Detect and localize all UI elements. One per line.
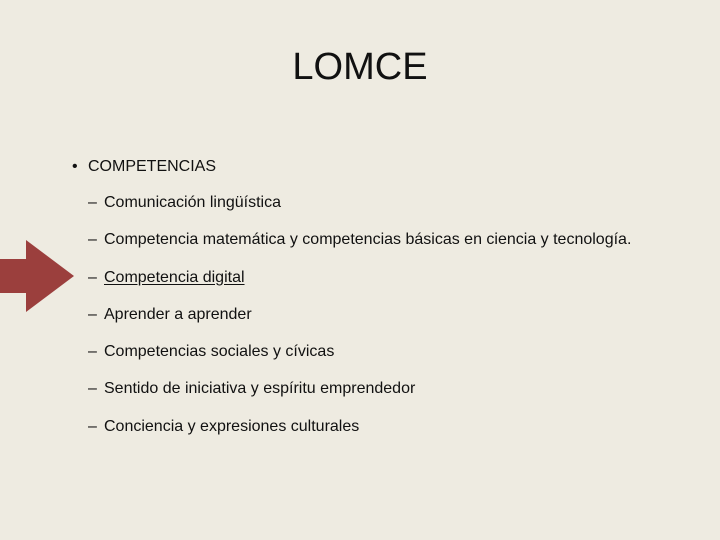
slide-title: LOMCE [292, 46, 428, 88]
list-item-text: Conciencia y expresiones culturales [104, 417, 360, 435]
list-item-text: Aprender a aprender [104, 305, 252, 323]
list-item-text: Competencias sociales y cívicas [104, 343, 335, 361]
list-item-aprender [88, 304, 631, 341]
list-item-sociales [88, 341, 631, 378]
list-item-comunicacion [88, 192, 631, 229]
bullet-dot: • [72, 158, 78, 175]
list-item-text: Comunicación lingüística [104, 194, 281, 211]
list-item-digital [88, 267, 631, 304]
list-item-iniciativa [88, 378, 631, 415]
list-item-text: Sentido de iniciativa y espíritu emprendedor [104, 380, 416, 398]
dash: – [88, 343, 97, 361]
dash: – [88, 417, 97, 435]
list-item-culturales [88, 416, 631, 453]
list-item-matematica [88, 229, 631, 266]
dash: – [88, 194, 97, 211]
dash: – [88, 305, 97, 323]
competencias-list [88, 192, 631, 453]
list-item-text: Competencia matemática y competencias básicas en ciencia y tecnología. [104, 231, 632, 249]
main-bullet [72, 156, 216, 178]
list-item-text-highlighted: Competencia digital [104, 268, 245, 286]
bullet-text: COMPETENCIAS [88, 158, 217, 175]
dash: – [88, 268, 97, 286]
right-arrow-icon [0, 240, 74, 312]
dash: – [88, 380, 97, 398]
dash: – [88, 231, 97, 249]
